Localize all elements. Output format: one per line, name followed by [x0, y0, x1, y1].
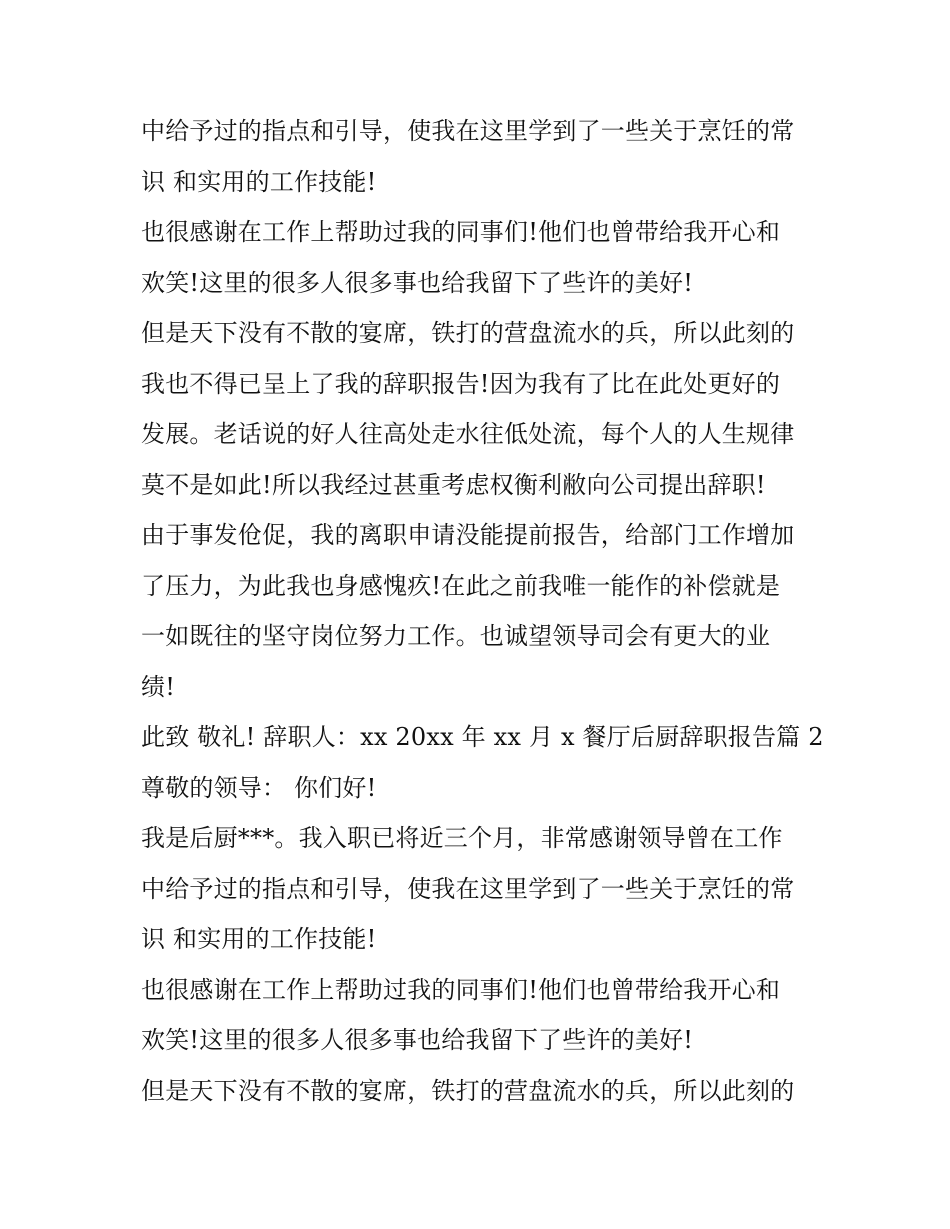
text-line: 了压力，为此我也身感愧疚!在此之前我唯一能作的补偿就是 — [141, 571, 781, 600]
text-line: 也很感谢在工作上帮助过我的同事们!他们也曾带给我开心和 — [141, 218, 781, 246]
text-line: 但是天下没有不散的宴席，铁打的营盘流水的兵，所以此刻的 — [141, 319, 795, 347]
text-line: 识 和实用的工作技能! — [141, 167, 377, 196]
text-line: 此致 敬礼! 辞职人：xx 20xx 年 xx 月 x 餐厅后厨辞职报告篇 2 — [141, 723, 824, 751]
text-line: 也很感谢在工作上帮助过我的同事们!他们也曾带给我开心和 — [141, 975, 781, 1004]
text-line: 欢笑!这里的很多人很多事也给我留下了些许的美好! — [141, 268, 694, 297]
text-line: 中给予过的指点和引导，使我在这里学到了一些关于烹饪的常 — [141, 117, 795, 145]
text-line: 莫不是如此!所以我经过甚重考虑权衡利敝向公司提出辞职! — [141, 470, 766, 499]
text-line: 由于事发伧促，我的离职申请没能提前报告，给部门工作增加 — [141, 521, 795, 549]
text-line: 我是后厨***。我入职已将近三个月，非常感谢领导曾在工作 — [141, 824, 783, 852]
text-line: 识 和实用的工作技能! — [141, 925, 377, 953]
text-line: 欢笑!这里的很多人很多事也给我留下了些许的美好! — [141, 1026, 694, 1054]
text-line: 但是天下没有不散的宴席，铁打的营盘流水的兵，所以此刻的 — [141, 1076, 795, 1105]
text-line: 一如既往的坚守岗位努力工作。也诚望领导司会有更大的业 — [141, 622, 771, 650]
text-line: 中给予过的指点和引导，使我在这里学到了一些关于烹饪的常 — [141, 874, 795, 903]
text-line: 绩! — [141, 672, 176, 701]
text-line: 尊敬的领导： 你们好! — [141, 773, 377, 802]
text-line: 我也不得已呈上了我的辞职报告!因为我有了比在此处更好的 — [141, 369, 781, 398]
document-body — [141, 106, 841, 1116]
text-line: 发展。老话说的好人往高处走水往低处流，每个人的人生规律 — [141, 420, 795, 448]
